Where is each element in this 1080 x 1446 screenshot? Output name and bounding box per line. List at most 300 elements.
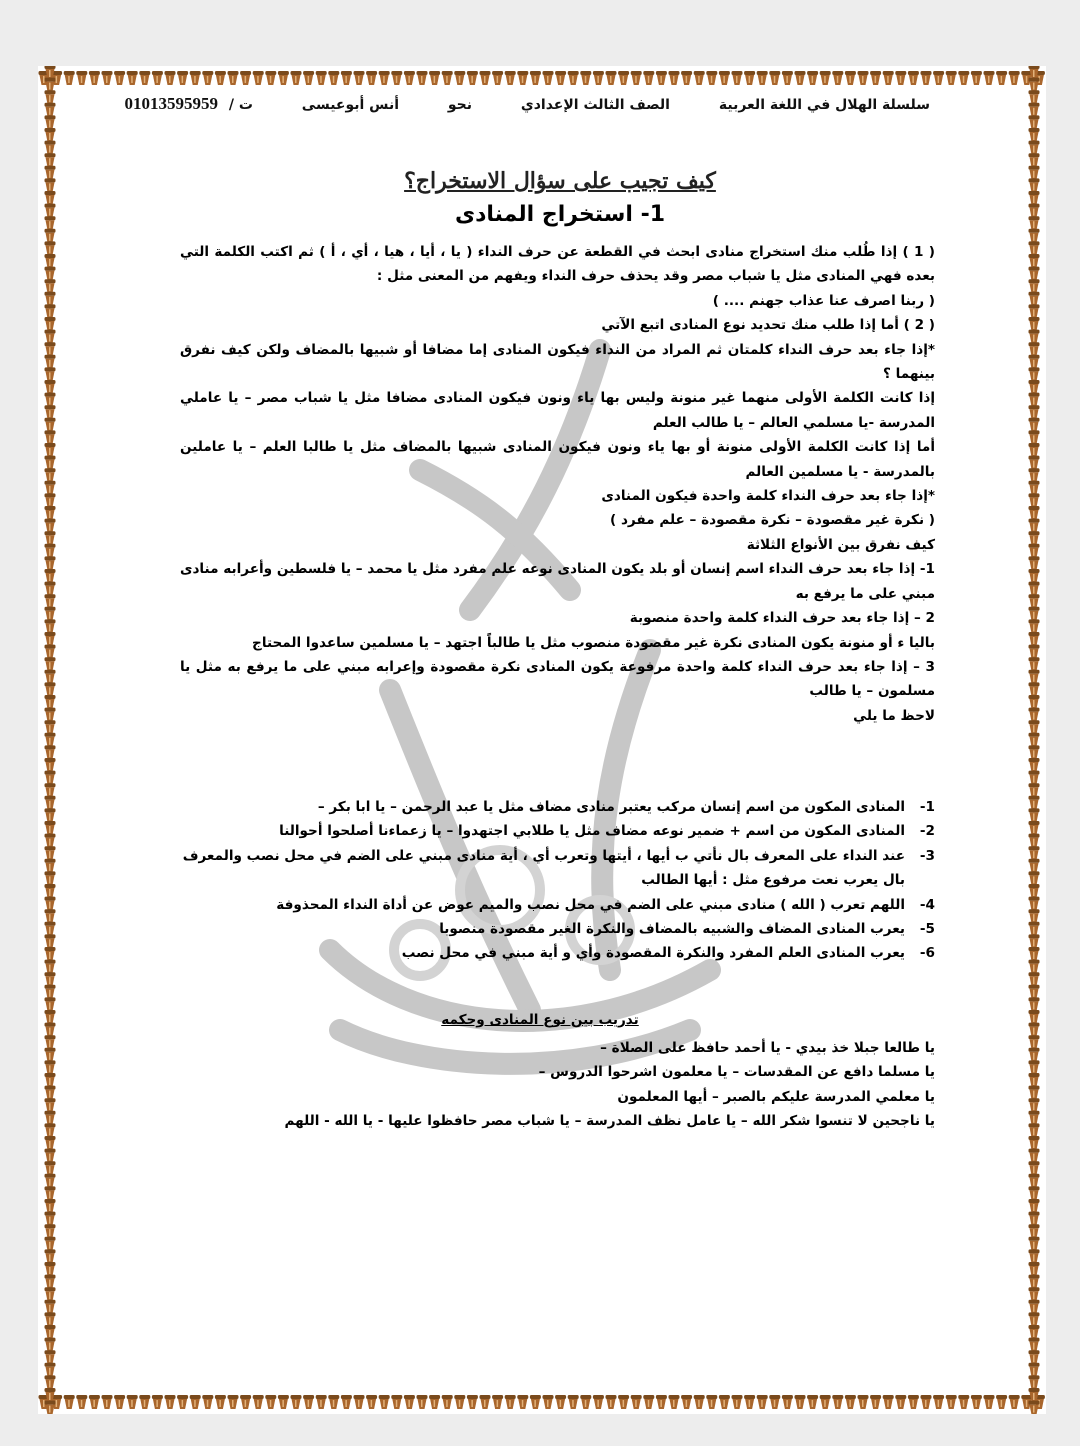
border-ornament bbox=[606, 1395, 617, 1409]
border-ornament bbox=[102, 1395, 113, 1409]
border-ornament bbox=[1029, 1073, 1040, 1087]
border-ornament bbox=[631, 71, 642, 85]
border-ornament bbox=[669, 71, 680, 85]
border-ornament bbox=[467, 71, 478, 85]
border-ornament bbox=[45, 594, 56, 608]
border-ornament bbox=[732, 1395, 743, 1409]
lesson-body bbox=[180, 240, 935, 728]
border-ornament bbox=[706, 1395, 717, 1409]
border-ornament bbox=[1029, 619, 1040, 633]
border-ornament bbox=[45, 367, 56, 381]
border-ornament bbox=[1029, 405, 1040, 419]
border-ornament bbox=[253, 1395, 264, 1409]
border-ornament bbox=[45, 544, 56, 558]
border-ornament bbox=[958, 71, 969, 85]
border-ornament bbox=[454, 1395, 465, 1409]
border-ornament bbox=[278, 1395, 289, 1409]
border-ornament bbox=[1029, 506, 1040, 520]
border-ornament bbox=[45, 1275, 56, 1289]
border-ornament bbox=[921, 1395, 932, 1409]
border-ornament bbox=[492, 71, 503, 85]
border-ornament bbox=[45, 960, 56, 974]
border-ornament bbox=[45, 720, 56, 734]
border-ornament bbox=[618, 71, 629, 85]
border-ornament bbox=[1029, 1161, 1040, 1175]
border-ornament bbox=[45, 1186, 56, 1200]
border-ornament bbox=[45, 78, 56, 92]
border-ornament bbox=[45, 1300, 56, 1314]
border-ornament bbox=[1029, 443, 1040, 457]
border-ornament bbox=[1029, 1224, 1040, 1238]
border-ornament bbox=[870, 1395, 881, 1409]
border-ornament bbox=[618, 1395, 629, 1409]
border-ornament bbox=[45, 745, 56, 759]
border-ornament bbox=[1029, 1048, 1040, 1062]
border-ornament bbox=[1029, 141, 1040, 155]
border-ornament bbox=[45, 141, 56, 155]
border-ornament bbox=[379, 71, 390, 85]
border-ornament bbox=[1029, 1401, 1040, 1414]
border-ornament bbox=[45, 1312, 56, 1326]
notes-list bbox=[180, 795, 935, 966]
body-line: 1- إذا جاء بعد حرف النداء اسم إنسان أو بلد يكون المنادى نوعه علم مفرد مثل يا محمد – يا فلسطين وأعرابه منادى مبني على ما يرفع به bbox=[180, 561, 935, 602]
border-ornament bbox=[45, 254, 56, 268]
border-ornament bbox=[165, 1395, 176, 1409]
border-ornament bbox=[45, 670, 56, 684]
border-ornament bbox=[45, 556, 56, 570]
border-ornament bbox=[404, 1395, 415, 1409]
body-line: ( ربنا اصرف عنا عذاب جهنم .... ) bbox=[712, 292, 935, 309]
border-ornament bbox=[1029, 1300, 1040, 1314]
border-ornament bbox=[996, 71, 1007, 85]
border-ornament bbox=[139, 1395, 150, 1409]
body-line: كيف نفرق بين الأنواع الثلاثة bbox=[746, 536, 935, 553]
border-ornament bbox=[240, 71, 251, 85]
phone-prefix: ت / bbox=[228, 97, 253, 113]
border-ornament bbox=[45, 771, 56, 785]
border-ornament bbox=[45, 1224, 56, 1238]
border-ornament bbox=[278, 71, 289, 85]
border-ornament bbox=[45, 66, 56, 79]
border-ornament bbox=[45, 607, 56, 621]
border-ornament bbox=[1029, 1325, 1040, 1339]
drill-line: يا ناجحين لا تنسوا شكر الله – يا عامل نظف المدرسة – يا شباب مصر حافظوا عليها - يا الله - اللهم bbox=[284, 1113, 935, 1130]
border-ornament bbox=[1029, 708, 1040, 722]
border-ornament bbox=[45, 103, 56, 117]
border-ornament bbox=[769, 71, 780, 85]
border-ornament bbox=[45, 304, 56, 318]
border-ornament bbox=[933, 1395, 944, 1409]
border-ornament bbox=[45, 1174, 56, 1188]
border-ornament bbox=[45, 292, 56, 306]
border-ornament bbox=[795, 1395, 806, 1409]
border-ornament bbox=[45, 808, 56, 822]
border-ornament bbox=[631, 1395, 642, 1409]
border-ornament bbox=[1029, 1199, 1040, 1213]
border-ornament bbox=[45, 1363, 56, 1377]
border-ornament bbox=[45, 380, 56, 394]
border-ornament bbox=[152, 1395, 163, 1409]
border-ornament bbox=[480, 71, 491, 85]
border-ornament bbox=[1029, 493, 1040, 507]
list-item bbox=[180, 917, 935, 941]
border-ornament bbox=[45, 846, 56, 860]
border-ornament bbox=[404, 71, 415, 85]
border-ornament bbox=[807, 71, 818, 85]
border-ornament bbox=[442, 1395, 453, 1409]
border-ornament bbox=[45, 645, 56, 659]
border-ornament bbox=[391, 71, 402, 85]
border-ornament bbox=[694, 71, 705, 85]
border-ornament bbox=[1029, 1287, 1040, 1301]
border-ornament bbox=[782, 1395, 793, 1409]
border-ornament bbox=[958, 1395, 969, 1409]
border-ornament bbox=[1029, 279, 1040, 293]
border-ornament bbox=[1029, 78, 1040, 92]
phone-number: 01013595959 bbox=[124, 94, 218, 113]
border-ornament bbox=[366, 71, 377, 85]
border-ornament bbox=[328, 1395, 339, 1409]
border-ornament bbox=[354, 71, 365, 85]
border-ornament bbox=[719, 71, 730, 85]
border-ornament bbox=[45, 1199, 56, 1213]
border-ornament bbox=[1029, 1388, 1040, 1402]
border-ornament bbox=[45, 241, 56, 255]
list-text: يعرب المنادى العلم المفرد والنكرة المقصودة وأي و أية مبني في محل نصب bbox=[401, 945, 905, 962]
border-ornament bbox=[417, 1395, 428, 1409]
border-ornament bbox=[643, 1395, 654, 1409]
border-ornament bbox=[102, 71, 113, 85]
border-ornament bbox=[45, 897, 56, 911]
border-ornament bbox=[45, 393, 56, 407]
border-ornament bbox=[1029, 884, 1040, 898]
body-line: *إذا جاء بعد حرف النداء كلمتان ثم المراد من النداء فيكون المنادى إما مضافا أو شبيها بالمضاف ولكن كيف نفرق بينهما ؟ bbox=[180, 341, 935, 383]
border-ornament bbox=[845, 71, 856, 85]
border-ornament bbox=[45, 733, 56, 747]
border-ornament bbox=[1029, 607, 1040, 621]
border-ornament bbox=[1029, 90, 1040, 104]
border-ornament bbox=[1029, 733, 1040, 747]
border-ornament bbox=[45, 834, 56, 848]
border-ornament bbox=[1029, 771, 1040, 785]
border-ornament bbox=[933, 71, 944, 85]
border-ornament bbox=[417, 71, 428, 85]
border-ornament bbox=[1029, 997, 1040, 1011]
border-ornament bbox=[568, 1395, 579, 1409]
border-ornament bbox=[291, 71, 302, 85]
border-ornament bbox=[1029, 834, 1040, 848]
border-ornament bbox=[820, 1395, 831, 1409]
border-ornament bbox=[1029, 216, 1040, 230]
border-ornament bbox=[1029, 972, 1040, 986]
border-ornament bbox=[228, 71, 239, 85]
body-line: أما إذا كانت الكلمة الأولى منونة أو بها ياء ونون فيكون المنادى شبيها بالمضاف مثل يا طالبا العلم – يا عاملين بالمدرسة - يا مسلمين العالم bbox=[180, 439, 935, 480]
list-text: يعرب المنادى المضاف والشبيه بالمضاف والنكرة الغير مقصودة منصوبا bbox=[439, 921, 905, 938]
border-ornament bbox=[45, 531, 56, 545]
border-ornament bbox=[795, 71, 806, 85]
border-ornament bbox=[1029, 178, 1040, 192]
border-ornament bbox=[45, 279, 56, 293]
list-text: المنادى المكون من اسم إنسان مركب يعتبر منادى مضاف مثل يا عبد الرحمن – يا ابا بكر – bbox=[317, 799, 905, 815]
drill-line: يا معلمي المدرسة عليكم بالصبر – أيها المعلمون bbox=[617, 1088, 935, 1105]
border-ornament bbox=[1029, 758, 1040, 772]
border-ornament bbox=[45, 1388, 56, 1402]
list-number: 6- bbox=[919, 945, 935, 962]
border-ornament bbox=[782, 71, 793, 85]
border-ornament bbox=[45, 985, 56, 999]
list-item bbox=[180, 795, 935, 819]
border-ornament bbox=[681, 71, 692, 85]
border-ornament bbox=[1029, 66, 1040, 79]
border-ornament bbox=[45, 229, 56, 243]
border-ornament bbox=[45, 506, 56, 520]
border-ornament bbox=[45, 166, 56, 180]
border-ornament bbox=[1029, 254, 1040, 268]
border-ornament bbox=[45, 934, 56, 948]
border-ornament bbox=[379, 1395, 390, 1409]
border-ornament bbox=[1029, 292, 1040, 306]
border-ornament bbox=[45, 582, 56, 596]
border-ornament bbox=[429, 1395, 440, 1409]
grade-label: الصف الثالث الإعدادي bbox=[520, 97, 670, 113]
border-ornament bbox=[1029, 355, 1040, 369]
border-ornament bbox=[76, 1395, 87, 1409]
border-ornament bbox=[1029, 418, 1040, 432]
border-ornament bbox=[45, 1287, 56, 1301]
border-ornament bbox=[1029, 657, 1040, 671]
decorative-border-right bbox=[1022, 66, 1046, 1414]
border-ornament bbox=[1029, 796, 1040, 810]
border-ornament bbox=[820, 71, 831, 85]
border-ornament bbox=[656, 71, 667, 85]
list-text: عند النداء على المعرف بال نأتي ب أيها ، أيتها وتعرب أي ، أية منادى مبني على الضم في محل نصب والمعرف بال يعرب نعت مرفوع مثل : أيها الطالب bbox=[182, 847, 905, 889]
border-ornament bbox=[1029, 1111, 1040, 1125]
border-ornament bbox=[996, 1395, 1007, 1409]
border-ornament bbox=[883, 1395, 894, 1409]
border-ornament bbox=[45, 1086, 56, 1100]
border-ornament bbox=[870, 71, 881, 85]
border-ornament bbox=[177, 71, 188, 85]
border-ornament bbox=[1029, 670, 1040, 684]
border-ornament bbox=[908, 1395, 919, 1409]
border-ornament bbox=[1029, 1212, 1040, 1226]
border-ornament bbox=[1029, 808, 1040, 822]
border-ornament bbox=[757, 71, 768, 85]
border-ornament bbox=[1029, 720, 1040, 734]
border-ornament bbox=[1029, 166, 1040, 180]
border-ornament bbox=[984, 1395, 995, 1409]
body-line: ( 1 ) إذا طُلب منك استخراج منادى ابحث في القطعة عن حرف النداء ( يا ، أيا ، هيا ، أي ، أ ) ثم اكتب الكلمة التي بعده فهي المنادى مثل يا شباب مصر وقد يحذف حرف النداء ويفهم من المعنى مثل : bbox=[180, 244, 935, 285]
drill-line: يا طالعا جبلا خذ بيدي - يا أحمد حافظ على الصلاة – bbox=[600, 1040, 935, 1056]
border-ornament bbox=[127, 71, 138, 85]
border-ornament bbox=[1029, 1136, 1040, 1150]
border-ornament bbox=[316, 1395, 327, 1409]
border-ornament bbox=[64, 71, 75, 85]
border-ornament bbox=[45, 405, 56, 419]
drill-line: يا مسلما دافع عن المقدسات – يا معلمون اشرحوا الدروس – bbox=[538, 1064, 935, 1081]
border-ornament bbox=[858, 1395, 869, 1409]
border-ornament bbox=[580, 71, 591, 85]
border-ornament bbox=[1029, 783, 1040, 797]
border-ornament bbox=[45, 758, 56, 772]
border-ornament bbox=[1029, 1098, 1040, 1112]
series-name: سلسلة الهلال في اللغة العربية bbox=[718, 97, 930, 113]
border-ornament bbox=[971, 1395, 982, 1409]
list-item bbox=[180, 893, 935, 917]
border-ornament bbox=[946, 71, 957, 85]
border-ornament bbox=[895, 1395, 906, 1409]
list-text: اللهم تعرب ( الله ) منادى مبني على الضم في محل نصب والميم عوض عن أداة النداء المحذوفة bbox=[276, 896, 905, 913]
border-ornament bbox=[669, 1395, 680, 1409]
border-ornament bbox=[744, 71, 755, 85]
subject-label: نحو bbox=[447, 97, 473, 113]
border-ornament bbox=[45, 1098, 56, 1112]
border-ornament bbox=[127, 1395, 138, 1409]
border-ornament bbox=[265, 1395, 276, 1409]
border-ornament bbox=[240, 1395, 251, 1409]
border-ornament bbox=[1029, 582, 1040, 596]
border-ornament bbox=[1029, 1186, 1040, 1200]
decorative-border-left bbox=[38, 66, 62, 1414]
border-ornament bbox=[45, 871, 56, 885]
border-ornament bbox=[543, 71, 554, 85]
border-ornament bbox=[45, 884, 56, 898]
border-ornament bbox=[593, 71, 604, 85]
drill-section bbox=[180, 1036, 935, 1134]
border-ornament bbox=[177, 1395, 188, 1409]
border-ornament bbox=[45, 178, 56, 192]
border-ornament bbox=[1029, 1060, 1040, 1074]
border-ornament bbox=[681, 1395, 692, 1409]
border-ornament bbox=[1029, 745, 1040, 759]
border-ornament bbox=[76, 71, 87, 85]
border-ornament bbox=[45, 443, 56, 457]
border-ornament bbox=[1029, 481, 1040, 495]
border-ornament bbox=[45, 153, 56, 167]
border-ornament bbox=[215, 1395, 226, 1409]
border-ornament bbox=[114, 71, 125, 85]
border-ornament bbox=[1029, 985, 1040, 999]
border-ornament bbox=[1029, 934, 1040, 948]
border-ornament bbox=[1029, 960, 1040, 974]
border-ornament bbox=[593, 1395, 604, 1409]
border-ornament bbox=[832, 71, 843, 85]
body-line: *إذا جاء بعد حرف النداء كلمة واحدة فيكون المنادى bbox=[601, 488, 935, 505]
border-ornament bbox=[1029, 1375, 1040, 1389]
border-ornament bbox=[45, 1161, 56, 1175]
border-ornament bbox=[883, 71, 894, 85]
border-ornament bbox=[555, 71, 566, 85]
border-ornament bbox=[202, 1395, 213, 1409]
border-ornament bbox=[1029, 1350, 1040, 1364]
border-ornament bbox=[1029, 594, 1040, 608]
border-ornament bbox=[1029, 241, 1040, 255]
section-title: 1- استخراج المنادى bbox=[454, 202, 666, 227]
border-ornament bbox=[429, 71, 440, 85]
border-ornament bbox=[1029, 128, 1040, 142]
drill-title: تدريب بين نوع المنادى وحكمه bbox=[441, 1012, 639, 1028]
border-ornament bbox=[1029, 947, 1040, 961]
border-ornament bbox=[303, 1395, 314, 1409]
border-ornament bbox=[1029, 922, 1040, 936]
border-ornament bbox=[454, 71, 465, 85]
border-ornament bbox=[1029, 1249, 1040, 1263]
border-ornament bbox=[1029, 393, 1040, 407]
border-ornament bbox=[1029, 531, 1040, 545]
border-ornament bbox=[45, 90, 56, 104]
border-ornament bbox=[1029, 456, 1040, 470]
border-ornament bbox=[215, 71, 226, 85]
list-item bbox=[180, 819, 935, 843]
border-ornament bbox=[807, 1395, 818, 1409]
border-ornament bbox=[45, 1237, 56, 1251]
border-ornament bbox=[45, 569, 56, 583]
border-ornament bbox=[89, 1395, 100, 1409]
body-line: 2 – إذا جاء بعد حرف النداء كلمة واحدة منصوبة bbox=[629, 610, 935, 627]
list-item bbox=[180, 844, 935, 893]
decorative-border-top bbox=[38, 66, 1046, 90]
border-ornament bbox=[1029, 204, 1040, 218]
border-ornament bbox=[769, 1395, 780, 1409]
border-ornament bbox=[1029, 821, 1040, 835]
border-ornament bbox=[45, 997, 56, 1011]
border-ornament bbox=[1029, 267, 1040, 281]
border-ornament bbox=[354, 1395, 365, 1409]
border-ornament bbox=[45, 1325, 56, 1339]
border-ornament bbox=[719, 1395, 730, 1409]
border-ornament bbox=[1029, 1262, 1040, 1276]
border-ornament bbox=[1029, 897, 1040, 911]
border-ornament bbox=[1029, 695, 1040, 709]
border-ornament bbox=[45, 1123, 56, 1137]
main-title: كيف تجيب على سؤال الاستخراج؟ bbox=[404, 168, 716, 194]
border-ornament bbox=[45, 1149, 56, 1163]
border-ornament bbox=[45, 821, 56, 835]
border-ornament bbox=[291, 1395, 302, 1409]
border-ornament bbox=[1029, 468, 1040, 482]
border-ornament bbox=[328, 71, 339, 85]
border-ornament bbox=[480, 1395, 491, 1409]
border-ornament bbox=[971, 71, 982, 85]
border-ornament bbox=[1029, 1312, 1040, 1326]
border-ornament bbox=[732, 71, 743, 85]
border-ornament bbox=[1029, 317, 1040, 331]
border-ornament bbox=[45, 216, 56, 230]
border-ornament bbox=[45, 1212, 56, 1226]
border-ornament bbox=[1029, 342, 1040, 356]
border-ornament bbox=[1029, 304, 1040, 318]
border-ornament bbox=[45, 1048, 56, 1062]
border-ornament bbox=[45, 859, 56, 873]
border-ornament bbox=[45, 1401, 56, 1414]
border-ornament bbox=[45, 1035, 56, 1049]
border-ornament bbox=[706, 71, 717, 85]
border-ornament bbox=[1009, 1395, 1020, 1409]
border-ornament bbox=[858, 71, 869, 85]
border-ornament bbox=[45, 493, 56, 507]
border-ornament bbox=[391, 1395, 402, 1409]
border-ornament bbox=[45, 632, 56, 646]
border-ornament bbox=[45, 430, 56, 444]
border-ornament bbox=[555, 1395, 566, 1409]
border-ornament bbox=[1029, 519, 1040, 533]
border-ornament bbox=[744, 1395, 755, 1409]
border-ornament bbox=[467, 1395, 478, 1409]
border-ornament bbox=[694, 1395, 705, 1409]
border-ornament bbox=[64, 1395, 75, 1409]
border-ornament bbox=[366, 1395, 377, 1409]
border-ornament bbox=[45, 1010, 56, 1024]
